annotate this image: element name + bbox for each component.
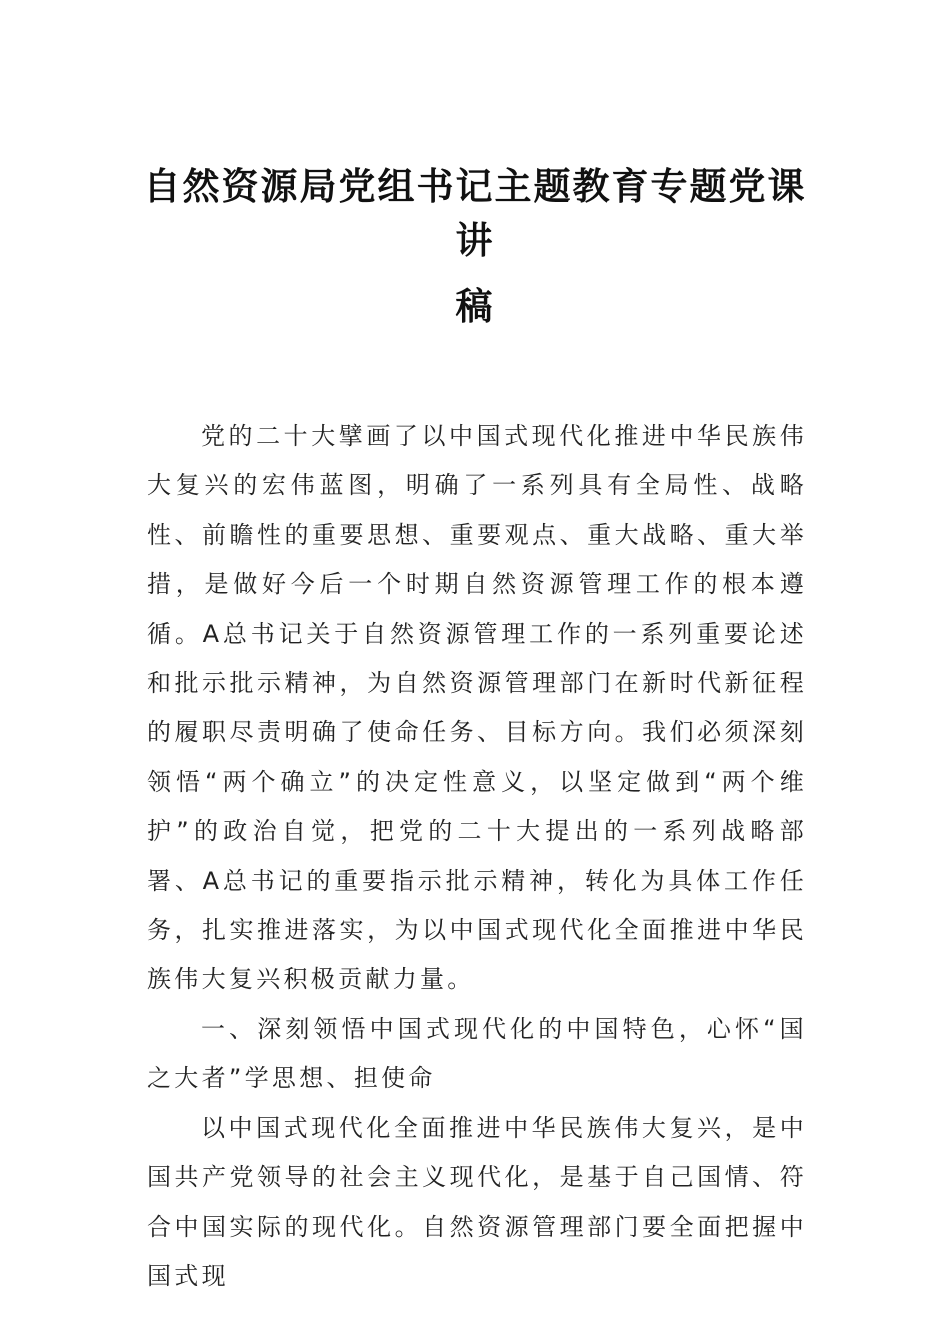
paragraph-intro: 党的二十大擘画了以中国式现代化推进中华民族伟大复兴的宏伟蓝图，明确了一系列具有全局性、战略性、前瞻性的重要思想、重要观点、重大战略、重大举措，是做好今后一个时期自然资源管理工作的根本遵循。A总书记关于自然资源管理工作的一系列重要论述和批示批示精神，为自然资源管理部门在新时代新征程的履职尽责明确了使命任务、目标方向。我们必须深刻领悟“两个确立”的决定性意义，以坚定做到“两个维护”的政治自觉，把党的二十大提出的一系列战略部署、A总书记的重要指示批示精神，转化为具体工作任务，扎实推进落实，为以中国式现代化全面推进中华民族伟大复兴积极贡献力量。 (147, 422, 807, 994)
document-title-line-2: 稿 (455, 284, 495, 328)
section-heading-1: 一、深刻领悟中国式现代化的中国特色，心怀“国之大者”学思想、担使命 (147, 1014, 807, 1093)
paragraph-section-1: 以中国式现代化全面推进中华民族伟大复兴，是中国共产党领导的社会主义现代化，是基于自己国情、符合中国实际的现代化。自然资源管理部门要全面把握中国式现 (147, 1113, 807, 1290)
document-body (147, 412, 807, 1301)
document-title-line-1: 自然资源局党组书记主题教育专题党课讲 (143, 164, 807, 262)
